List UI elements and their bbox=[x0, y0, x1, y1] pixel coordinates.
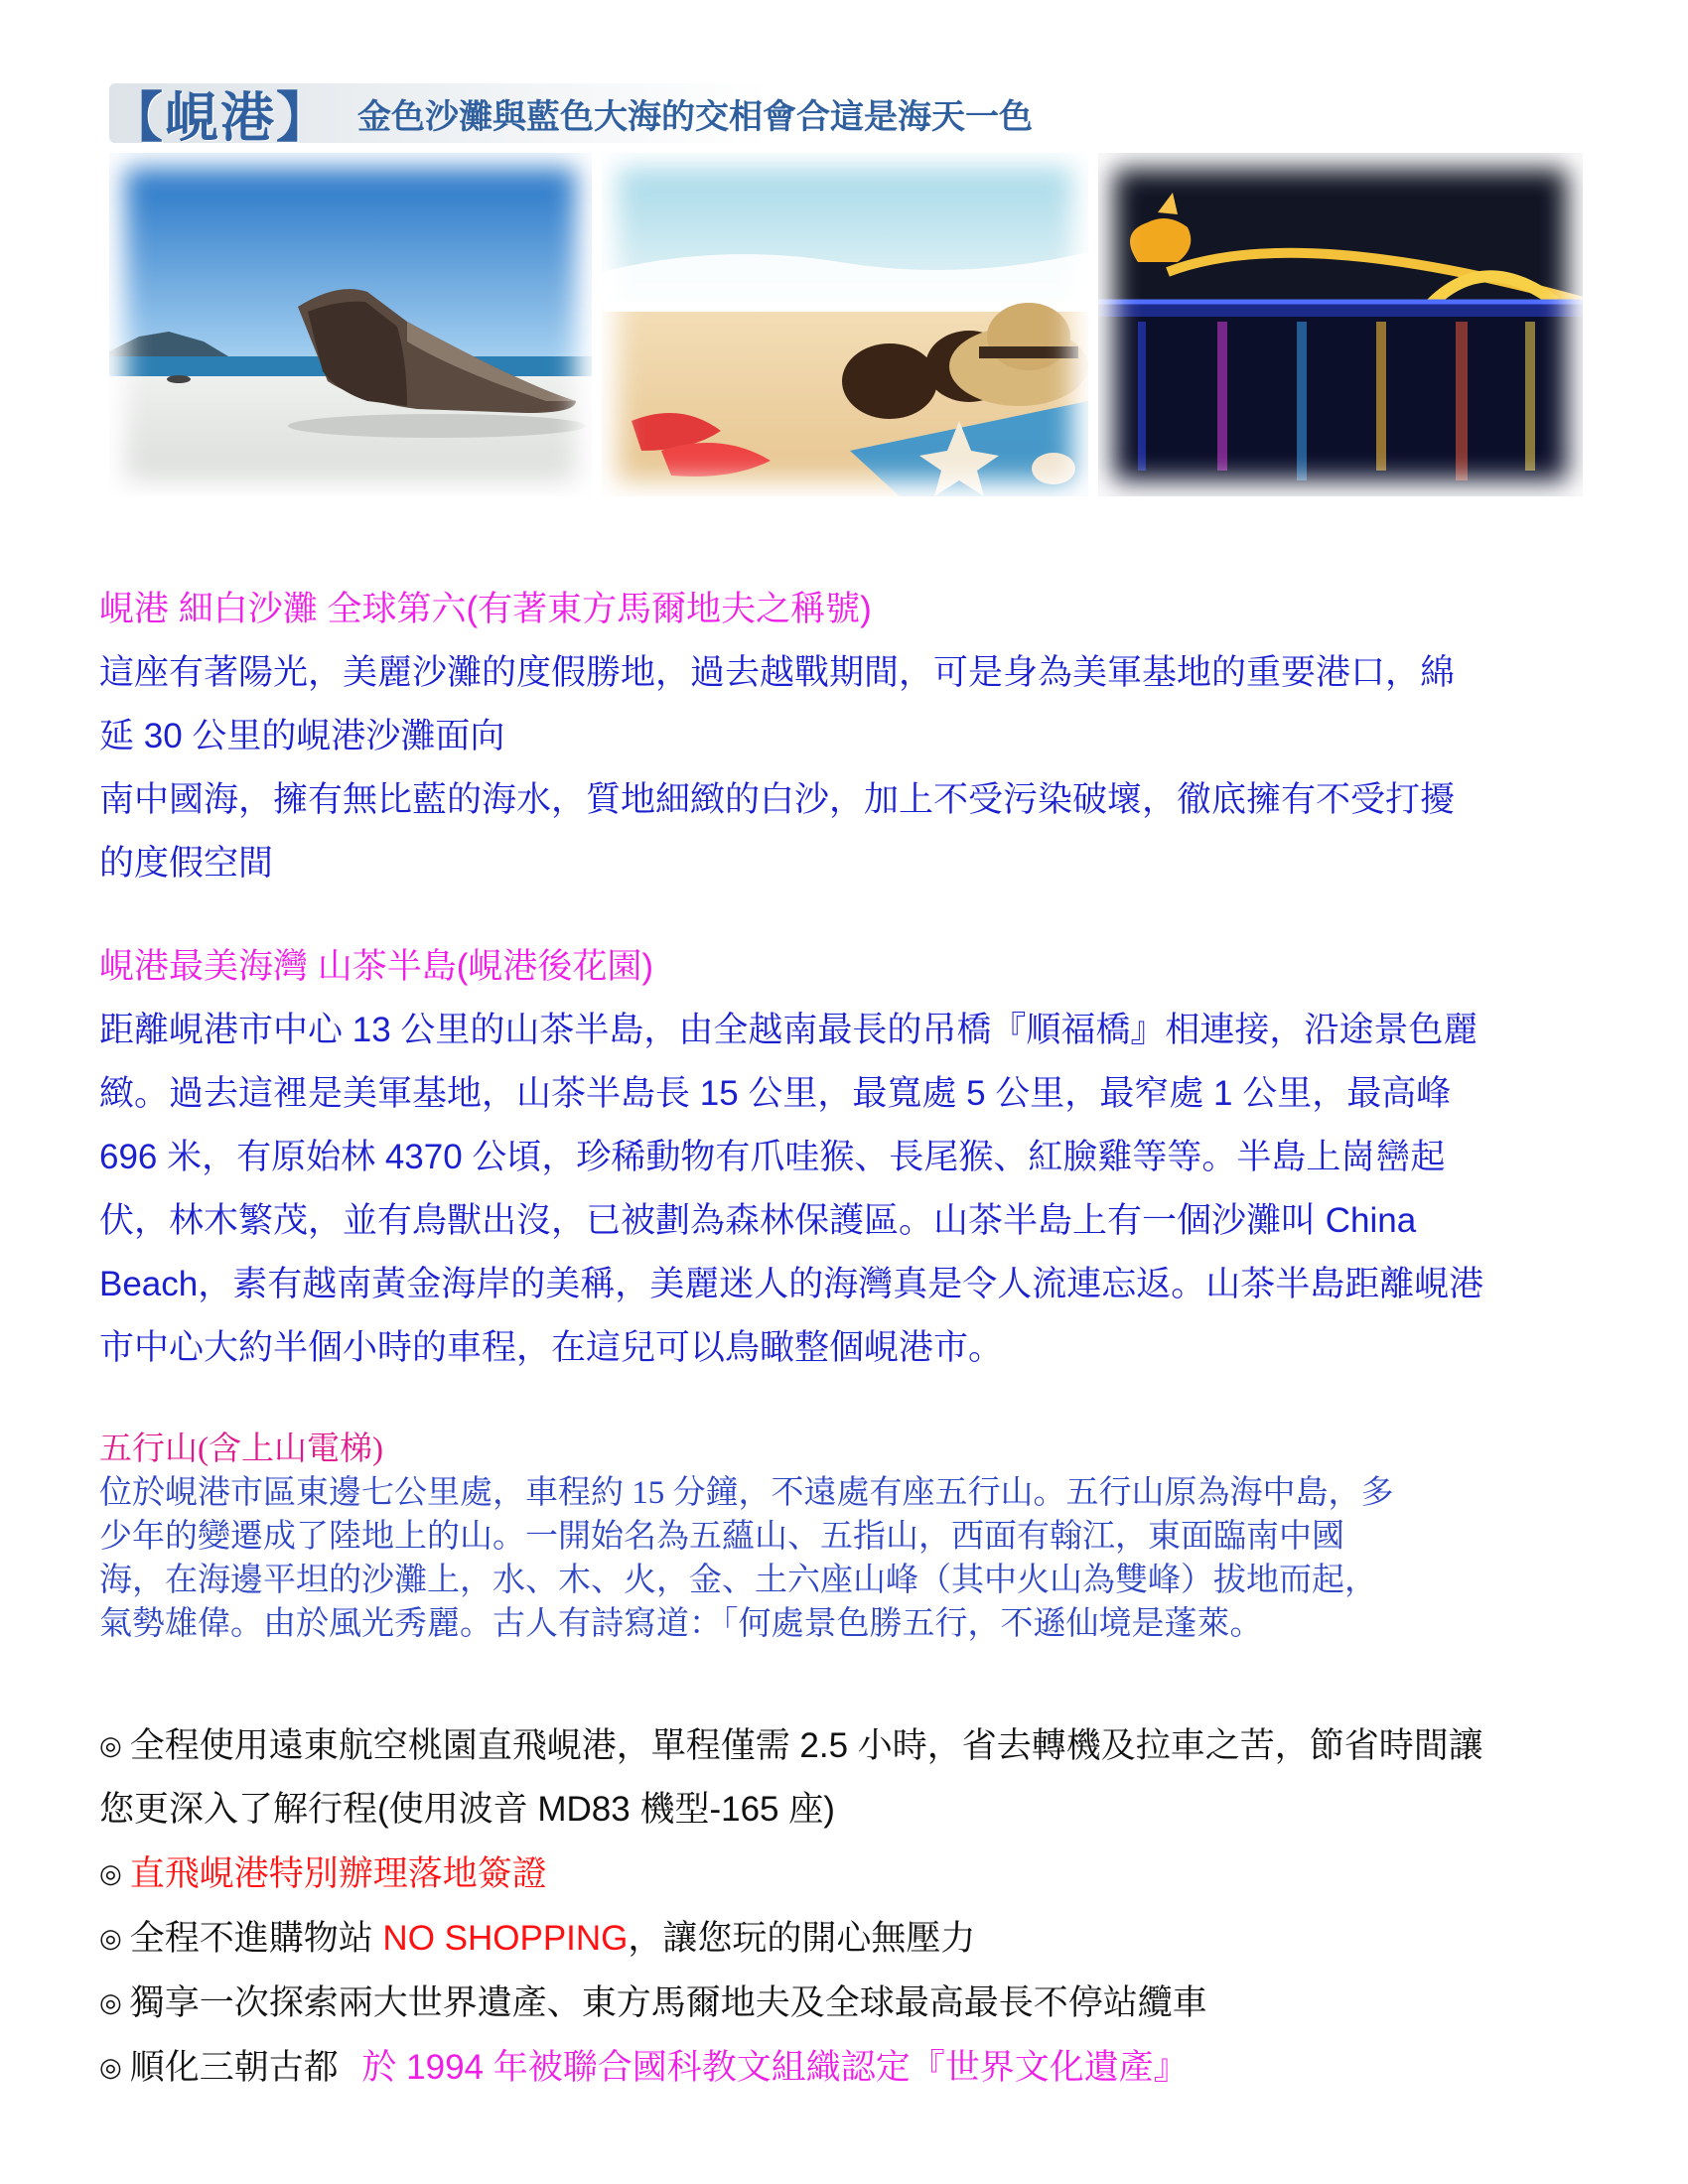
boat-on-beach-photo bbox=[109, 153, 592, 496]
paragraph-line: 位於峴港市區東邊七公里處，車程約 15 分鐘，不遠處有座五行山。五行山原為海中島，多 bbox=[99, 1475, 1394, 1511]
list-item-text: 全程使用遠東航空桃園直飛峴港，單程僅需 2.5 小時，省去轉機及拉車之苦，節省時間讓 bbox=[129, 1726, 1483, 1765]
paragraph-line: 的度假空間 bbox=[99, 844, 274, 883]
bullet-mark-icon: ◎ bbox=[99, 2052, 122, 2082]
section-son-tra bbox=[99, 935, 1618, 1380]
bullet-mark-icon: ◎ bbox=[99, 1858, 122, 1888]
list-item bbox=[99, 1971, 1618, 2035]
banner-title bbox=[109, 83, 1211, 149]
paragraph-line: 南中國海，擁有無比藍的海水，質地細緻的白沙，加上不受污染破壞，徹底擁有不受打擾 bbox=[99, 780, 1456, 819]
list-item-text: 獨享一次探索兩大世界遺產、東方馬爾地夫及全球最高最長不停站纜車 bbox=[129, 1983, 1207, 2022]
list-item-text: 您更深入了解行程(使用波音 MD83 機型-165 座) bbox=[99, 1790, 835, 1829]
paragraph-line: Beach，素有越南黃金海岸的美稱，美麗迷人的海灣真是令人流連忘返。山茶半島距離峴港 bbox=[99, 1265, 1484, 1303]
world-heritage-highlight: 於 1994 年被聯合國科教文組織認定『世界文化遺產』 bbox=[361, 2048, 1189, 2087]
section-heading: 峴港最美海灣 山茶半島(峴港後花園) bbox=[99, 947, 654, 986]
no-shopping-highlight: NO SHOPPING bbox=[382, 1919, 629, 1958]
paragraph-line: 市中心大約半個小時的車程，在這兒可以鳥瞰整個峴港市。 bbox=[99, 1328, 1004, 1367]
banner-heading: 【峴港】 bbox=[109, 84, 332, 149]
list-item bbox=[99, 1842, 1618, 1906]
banner-subtitle: 金色沙灘與藍色大海的交相會合這是海天一色 bbox=[357, 96, 1033, 137]
list-item bbox=[99, 2035, 1618, 2100]
list-item bbox=[99, 1713, 1618, 1778]
paragraph-line: 海，在海邊平坦的沙灘上，水、木、火，金、土六座山峰（其中火山為雙峰）拔地而起， bbox=[99, 1563, 1377, 1598]
paragraph-line: 氣勢雄偉。由於風光秀麗。古人有詩寫道：「何處景色勝五行，不遜仙境是蓬萊。 bbox=[99, 1606, 1263, 1642]
dragon-bridge-night-photo bbox=[1098, 153, 1583, 496]
list-item-text: 順化三朝古都 bbox=[129, 2048, 349, 2087]
list-item-text: 直飛峴港特別辦理落地簽證 bbox=[129, 1854, 547, 1893]
bullet-mark-icon: ◎ bbox=[99, 1730, 122, 1760]
bullet-mark-icon: ◎ bbox=[99, 1987, 122, 2017]
list-item-continuation bbox=[99, 1778, 1618, 1842]
section-beach bbox=[99, 578, 1618, 895]
paragraph-line: 696 米，有原始林 4370 公頃，珍稀動物有爪哇猴、長尾猴、紅臉雞等等。半島上崗巒起 bbox=[99, 1138, 1446, 1176]
beach-hat-sunglasses-photo bbox=[602, 153, 1088, 496]
section-heading: 五行山(含上山電梯) bbox=[99, 1432, 383, 1467]
paragraph-line: 伏，林木繁茂，並有鳥獸出沒，已被劃為森林保護區。山茶半島上有一個沙灘叫 China bbox=[99, 1201, 1417, 1240]
section-marble-mountains bbox=[99, 1428, 1618, 1646]
paragraph-line: 距離峴港市中心 13 公里的山茶半島，由全越南最長的吊橋『順福橋』相連接，沿途景色麗 bbox=[99, 1011, 1478, 1049]
paragraph-line: 少年的變遷成了陸地上的山。一開始名為五蘊山、五指山，西面有翰江，東面臨南中國 bbox=[99, 1519, 1344, 1555]
paragraph-line: 延 30 公里的峴港沙灘面向 bbox=[99, 717, 505, 755]
paragraph-line: 緻。過去這裡是美軍基地，山茶半島長 15 公里，最寬處 5 公里，最窄處 1 公里，最高峰 bbox=[99, 1074, 1452, 1113]
section-heading: 峴港 細白沙灘 全球第六(有著東方馬爾地夫之稱號) bbox=[99, 590, 872, 628]
list-item bbox=[99, 1906, 1618, 1971]
bullet-mark-icon: ◎ bbox=[99, 1923, 122, 1953]
list-item-text: 全程不進購物站 bbox=[129, 1919, 383, 1958]
paragraph-line: 這座有著陽光，美麗沙灘的度假勝地，過去越戰期間，可是身為美軍基地的重要港口，綿 bbox=[99, 653, 1456, 692]
highlights-list bbox=[99, 1713, 1618, 2100]
list-item-text: ，讓您玩的開心無壓力 bbox=[628, 1919, 976, 1958]
